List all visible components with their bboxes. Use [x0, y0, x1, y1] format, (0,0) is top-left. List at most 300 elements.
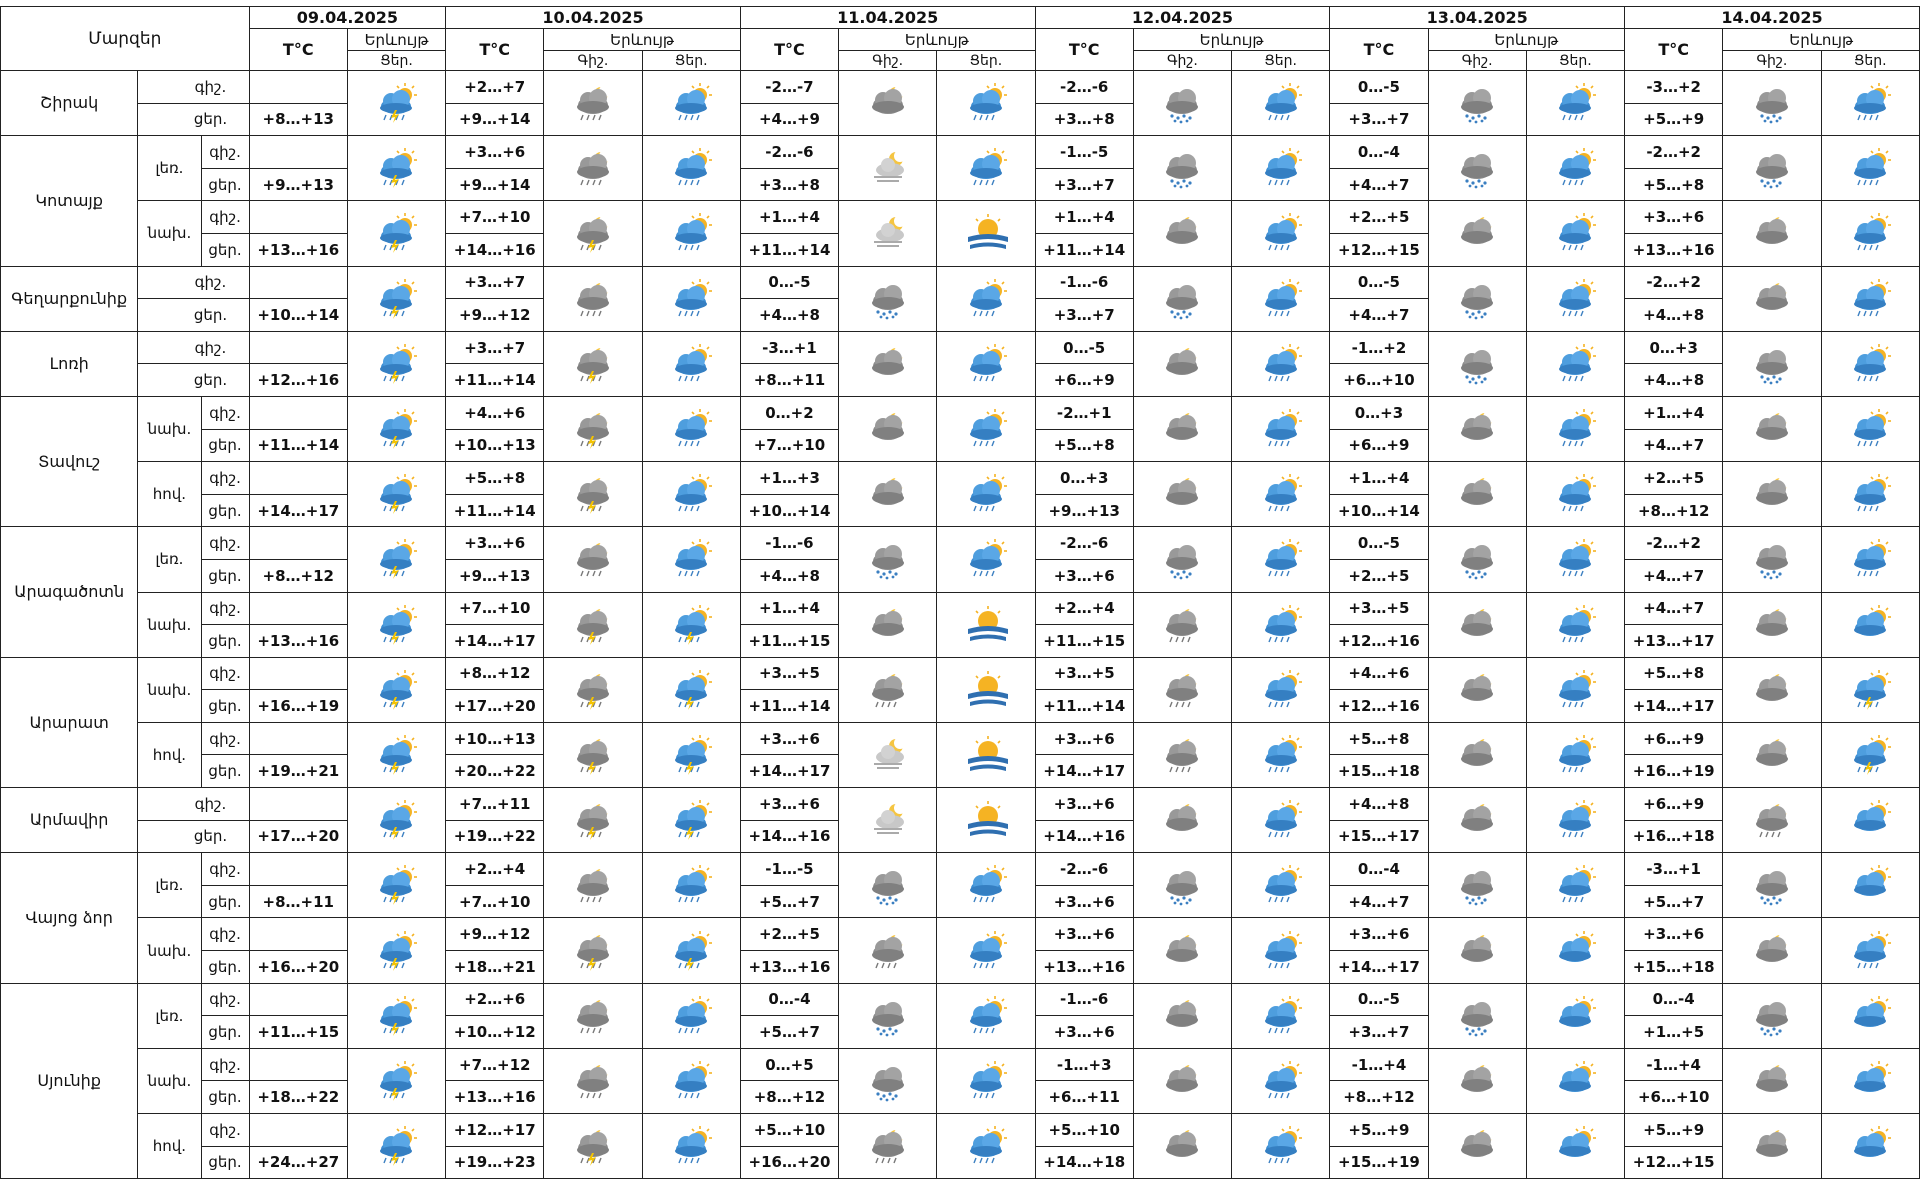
- thunderstorm-sun-icon: [1821, 722, 1919, 787]
- rain-sun-icon: [1232, 1114, 1330, 1179]
- night-subheader: Գիշ.: [1428, 51, 1526, 71]
- night-temperature: 0…-5: [1330, 527, 1428, 560]
- day-temperature: +3…+7: [1035, 168, 1133, 201]
- rain-night-icon: [544, 266, 642, 331]
- night-temperature: -1…+3: [1035, 1048, 1133, 1081]
- rain-night-icon: [839, 657, 937, 722]
- day-subheader: Ցեր.: [347, 51, 445, 71]
- thunderstorm-sun-icon: [347, 201, 445, 266]
- rain-night-icon: [839, 1114, 937, 1179]
- cloud-moon-icon: [839, 71, 937, 136]
- night-temperature: +3…+6: [446, 136, 544, 169]
- date-header: 11.04.2025: [740, 7, 1035, 29]
- night-temperature: 0…+3: [1330, 396, 1428, 429]
- zone-label: հով.: [138, 722, 201, 787]
- sun-cloud-icon: [1526, 918, 1624, 983]
- night-temperature: 0…+2: [740, 396, 838, 429]
- night-temperature: -2…+2: [1625, 527, 1723, 560]
- region-name: Գեղարքունիք: [1, 266, 138, 331]
- night-temperature: +5…+10: [740, 1114, 838, 1147]
- rain-night-icon: [544, 983, 642, 1048]
- rain-sun-icon: [937, 71, 1035, 136]
- day-label: ցեր.: [138, 820, 249, 853]
- day-temperature: +24…+27: [249, 1146, 347, 1179]
- snow-cloud-icon: [1723, 853, 1821, 918]
- night-temperature: +3…+7: [446, 266, 544, 299]
- day-temperature: +14…+17: [249, 494, 347, 527]
- night-temperature: +1…+4: [1625, 396, 1723, 429]
- day-subheader: Ցեր.: [1526, 51, 1624, 71]
- rain-sun-icon: [937, 1114, 1035, 1179]
- table-row: [1, 1048, 1920, 1081]
- day-temperature: +4…+7: [1330, 168, 1428, 201]
- thunderstorm-sun-icon: [347, 722, 445, 787]
- regions-header: Մարզեր: [1, 7, 250, 71]
- rain-sun-icon: [1821, 331, 1919, 396]
- table-row: [1, 527, 1920, 560]
- day-temperature: +14…+16: [1035, 820, 1133, 853]
- snow-cloud-icon: [839, 1048, 937, 1113]
- day-temperature: +11…+14: [1035, 690, 1133, 723]
- day-temperature: +4…+8: [740, 559, 838, 592]
- day-temperature: +11…+15: [249, 1016, 347, 1049]
- night-temperature: -1…+4: [1330, 1048, 1428, 1081]
- rain-sun-icon: [1821, 462, 1919, 527]
- snow-cloud-icon: [839, 266, 937, 331]
- rain-sun-icon: [1526, 136, 1624, 201]
- night-temperature: -1…-6: [1035, 266, 1133, 299]
- day-subheader: Ցեր.: [642, 51, 740, 71]
- day-temperature: +11…+15: [740, 625, 838, 658]
- phenomenon-header: Երևույթ: [1133, 29, 1330, 51]
- thunderstorm-sun-icon: [347, 788, 445, 853]
- snow-cloud-icon: [1133, 527, 1231, 592]
- day-temperature: +8…+12: [1330, 1081, 1428, 1114]
- night-temperature: 0…-4: [1330, 853, 1428, 886]
- thunderstorm-sun-icon: [642, 788, 740, 853]
- night-temperature: [249, 71, 347, 104]
- phenomenon-header: Երևույթ: [347, 29, 445, 51]
- rain-sun-icon: [937, 918, 1035, 983]
- night-temperature: -3…+2: [1625, 71, 1723, 104]
- day-temperature: +2…+5: [1330, 559, 1428, 592]
- rain-sun-icon: [1821, 201, 1919, 266]
- cloud-moon-icon: [1723, 462, 1821, 527]
- night-temperature: [249, 592, 347, 625]
- phenomenon-header: Երևույթ: [544, 29, 741, 51]
- night-temperature: +12…+17: [446, 1114, 544, 1147]
- phenomenon-header: Երևույթ: [839, 29, 1036, 51]
- sun-cloud-icon: [1821, 788, 1919, 853]
- night-temperature: 0…-5: [1035, 331, 1133, 364]
- night-temperature: +2…+7: [446, 71, 544, 104]
- phenomenon-header: Երևույթ: [1723, 29, 1920, 51]
- night-temperature: +3…+5: [1330, 592, 1428, 625]
- rain-sun-icon: [1232, 462, 1330, 527]
- day-temperature: +11…+14: [1035, 233, 1133, 266]
- rain-sun-icon: [642, 71, 740, 136]
- night-temperature: [249, 853, 347, 886]
- zone-label: նախ.: [138, 657, 201, 722]
- night-temperature: +3…+5: [740, 657, 838, 690]
- day-temperature: +20…+22: [446, 755, 544, 788]
- temp-header: T°C: [1625, 29, 1723, 71]
- day-temperature: +5…+8: [1035, 429, 1133, 462]
- zone-label: հով.: [138, 1114, 201, 1179]
- night-label: գիշ.: [201, 592, 249, 625]
- night-temperature: +3…+6: [446, 527, 544, 560]
- rain-sun-icon: [642, 331, 740, 396]
- rain-sun-icon: [937, 396, 1035, 461]
- night-temperature: +10…+13: [446, 722, 544, 755]
- night-temperature: -2…-6: [740, 136, 838, 169]
- day-temperature: +4…+9: [740, 103, 838, 136]
- day-temperature: +9…+13: [249, 168, 347, 201]
- day-temperature: +3…+8: [740, 168, 838, 201]
- rain-night-icon: [1133, 722, 1231, 787]
- rain-sun-icon: [1526, 201, 1624, 266]
- night-temperature: -2…-6: [1035, 527, 1133, 560]
- cloud-moon-icon: [1428, 1114, 1526, 1179]
- snow-cloud-icon: [1428, 266, 1526, 331]
- night-temperature: -3…+1: [740, 331, 838, 364]
- temp-header: T°C: [1035, 29, 1133, 71]
- thunderstorm-night-icon: [544, 462, 642, 527]
- cloud-moon-icon: [1428, 201, 1526, 266]
- thunderstorm-night-icon: [544, 918, 642, 983]
- night-temperature: 0…+3: [1035, 462, 1133, 495]
- day-temperature: +12…+15: [1330, 233, 1428, 266]
- rain-sun-icon: [937, 266, 1035, 331]
- zone-label: հով.: [138, 462, 201, 527]
- day-temperature: +19…+23: [446, 1146, 544, 1179]
- day-temperature: +11…+14: [446, 494, 544, 527]
- snow-cloud-icon: [1133, 853, 1231, 918]
- table-row: [1, 462, 1920, 495]
- rain-sun-icon: [1232, 201, 1330, 266]
- thunderstorm-night-icon: [544, 657, 642, 722]
- day-temperature: +15…+17: [1330, 820, 1428, 853]
- rain-sun-icon: [1526, 657, 1624, 722]
- day-temperature: +6…+9: [1330, 429, 1428, 462]
- day-temperature: +3…+6: [1035, 885, 1133, 918]
- day-temperature: +5…+7: [740, 885, 838, 918]
- snow-cloud-icon: [1133, 266, 1231, 331]
- night-temperature: +5…+8: [446, 462, 544, 495]
- day-temperature: +13…+16: [249, 625, 347, 658]
- thunderstorm-night-icon: [544, 722, 642, 787]
- night-temperature: +5…+10: [1035, 1114, 1133, 1147]
- snow-cloud-icon: [839, 853, 937, 918]
- day-temperature: +12…+16: [1330, 625, 1428, 658]
- zone-label: լեռ.: [138, 853, 201, 918]
- cloud-moon-icon: [1133, 396, 1231, 461]
- rain-sun-icon: [1821, 396, 1919, 461]
- thunderstorm-night-icon: [544, 788, 642, 853]
- day-temperature: +14…+16: [740, 820, 838, 853]
- zone-label: լեռ.: [138, 136, 201, 201]
- day-temperature: +17…+20: [249, 820, 347, 853]
- snow-cloud-icon: [1723, 983, 1821, 1048]
- night-temperature: +3…+6: [1625, 918, 1723, 951]
- snow-cloud-icon: [1723, 71, 1821, 136]
- thunderstorm-sun-icon: [347, 853, 445, 918]
- day-temperature: +14…+17: [1625, 690, 1723, 723]
- night-temperature: -2…+1: [1035, 396, 1133, 429]
- day-temperature: +14…+17: [740, 755, 838, 788]
- day-temperature: +5…+7: [1625, 885, 1723, 918]
- day-temperature: +11…+14: [740, 690, 838, 723]
- sun-haze-icon: [937, 722, 1035, 787]
- day-temperature: +9…+12: [446, 299, 544, 332]
- sun-cloud-icon: [1821, 1048, 1919, 1113]
- cloud-moon-icon: [839, 331, 937, 396]
- rain-sun-icon: [1821, 527, 1919, 592]
- rain-sun-icon: [642, 527, 740, 592]
- night-temperature: [249, 136, 347, 169]
- day-temperature: +4…+7: [1330, 299, 1428, 332]
- day-temperature: +11…+14: [740, 233, 838, 266]
- day-temperature: +4…+7: [1625, 559, 1723, 592]
- cloud-moon-icon: [1428, 592, 1526, 657]
- night-temperature: -2…-6: [1035, 71, 1133, 104]
- snow-cloud-icon: [1133, 136, 1231, 201]
- night-label: գիշ.: [201, 396, 249, 429]
- night-temperature: 0…-4: [740, 983, 838, 1016]
- night-temperature: 0…-5: [1330, 266, 1428, 299]
- region-name: Արագածոտն: [1, 527, 138, 657]
- thunderstorm-sun-icon: [347, 1114, 445, 1179]
- night-temperature: +4…+7: [1625, 592, 1723, 625]
- day-temperature: +3…+6: [1035, 1016, 1133, 1049]
- night-temperature: +3…+5: [1035, 657, 1133, 690]
- temp-header: T°C: [446, 29, 544, 71]
- rain-night-icon: [1133, 592, 1231, 657]
- night-temperature: +7…+11: [446, 788, 544, 821]
- day-label: ցեր.: [201, 1016, 249, 1049]
- day-label: ցեր.: [201, 885, 249, 918]
- thunderstorm-sun-icon: [347, 266, 445, 331]
- day-temperature: +9…+14: [446, 103, 544, 136]
- rain-sun-icon: [937, 1048, 1035, 1113]
- cloud-moon-icon: [1428, 788, 1526, 853]
- night-temperature: -3…+1: [1625, 853, 1723, 886]
- night-temperature: +3…+7: [446, 331, 544, 364]
- cloud-moon-icon: [1133, 1114, 1231, 1179]
- snow-cloud-icon: [1428, 71, 1526, 136]
- night-temperature: [249, 722, 347, 755]
- night-label: գիշ.: [201, 1048, 249, 1081]
- sun-cloud-icon: [1821, 1114, 1919, 1179]
- day-temperature: +5…+8: [1625, 168, 1723, 201]
- night-label: գիշ.: [201, 983, 249, 1016]
- night-temperature: +7…+10: [446, 201, 544, 234]
- day-temperature: +4…+8: [740, 299, 838, 332]
- cloud-moon-icon: [839, 396, 937, 461]
- table-row: [1, 853, 1920, 886]
- rain-sun-icon: [1526, 722, 1624, 787]
- day-temperature: +6…+10: [1330, 364, 1428, 397]
- thunderstorm-sun-icon: [347, 462, 445, 527]
- table-row: [1, 657, 1920, 690]
- snow-cloud-icon: [839, 527, 937, 592]
- day-temperature: +13…+16: [1625, 233, 1723, 266]
- rain-sun-icon: [642, 396, 740, 461]
- temp-header: T°C: [740, 29, 838, 71]
- rain-sun-icon: [1232, 722, 1330, 787]
- day-temperature: +19…+22: [446, 820, 544, 853]
- rain-sun-icon: [1232, 592, 1330, 657]
- table-row: [1, 396, 1920, 429]
- day-label: ցեր.: [201, 1081, 249, 1114]
- rain-sun-icon: [1232, 918, 1330, 983]
- zone-label: նախ.: [138, 396, 201, 461]
- cloud-moon-icon: [1723, 396, 1821, 461]
- date-header: 14.04.2025: [1625, 7, 1920, 29]
- day-temperature: +3…+8: [1035, 103, 1133, 136]
- cloud-moon-icon: [1133, 201, 1231, 266]
- rain-sun-icon: [1232, 657, 1330, 722]
- fog-moon-icon: [839, 722, 937, 787]
- night-label: գիշ.: [138, 71, 249, 104]
- thunderstorm-sun-icon: [642, 918, 740, 983]
- night-temperature: 0…-4: [1330, 136, 1428, 169]
- sun-haze-icon: [937, 592, 1035, 657]
- day-temperature: +9…+14: [446, 168, 544, 201]
- rain-sun-icon: [642, 266, 740, 331]
- night-subheader: Գիշ.: [544, 51, 642, 71]
- rain-night-icon: [1133, 657, 1231, 722]
- rain-sun-icon: [642, 1048, 740, 1113]
- snow-cloud-icon: [1428, 983, 1526, 1048]
- thunderstorm-sun-icon: [347, 527, 445, 592]
- snow-cloud-icon: [1133, 71, 1231, 136]
- date-header: 10.04.2025: [446, 7, 741, 29]
- rain-sun-icon: [937, 331, 1035, 396]
- night-temperature: [249, 1114, 347, 1147]
- night-temperature: +8…+12: [446, 657, 544, 690]
- day-temperature: +5…+9: [1625, 103, 1723, 136]
- cloud-moon-icon: [1723, 592, 1821, 657]
- cloud-moon-icon: [1723, 918, 1821, 983]
- rain-sun-icon: [1526, 331, 1624, 396]
- cloud-moon-icon: [1133, 462, 1231, 527]
- zone-label: լեռ.: [138, 983, 201, 1048]
- day-temperature: +14…+17: [446, 625, 544, 658]
- rain-sun-icon: [1821, 71, 1919, 136]
- day-temperature: +4…+8: [1625, 364, 1723, 397]
- night-temperature: [249, 527, 347, 560]
- sun-cloud-icon: [1526, 1114, 1624, 1179]
- night-temperature: +9…+12: [446, 918, 544, 951]
- night-temperature: +5…+9: [1330, 1114, 1428, 1147]
- thunderstorm-sun-icon: [347, 983, 445, 1048]
- thunderstorm-night-icon: [544, 592, 642, 657]
- day-label: ցեր.: [201, 559, 249, 592]
- fog-moon-icon: [839, 788, 937, 853]
- night-temperature: [249, 983, 347, 1016]
- table-row: [1, 592, 1920, 625]
- cloud-moon-icon: [1133, 918, 1231, 983]
- table-row: [1, 201, 1920, 234]
- table-row: [1, 722, 1920, 755]
- rain-sun-icon: [1232, 71, 1330, 136]
- rain-sun-icon: [1232, 396, 1330, 461]
- thunderstorm-sun-icon: [347, 592, 445, 657]
- night-temperature: [249, 918, 347, 951]
- thunderstorm-sun-icon: [1821, 657, 1919, 722]
- cloud-moon-icon: [1723, 1048, 1821, 1113]
- rain-sun-icon: [1526, 396, 1624, 461]
- night-temperature: +1…+4: [740, 592, 838, 625]
- cloud-moon-icon: [1428, 918, 1526, 983]
- night-temperature: +5…+9: [1625, 1114, 1723, 1147]
- night-label: գիշ.: [201, 853, 249, 886]
- rain-night-icon: [544, 1048, 642, 1113]
- night-temperature: +3…+6: [1035, 722, 1133, 755]
- day-temperature: +5…+7: [740, 1016, 838, 1049]
- day-temperature: +8…+11: [740, 364, 838, 397]
- day-label: ցեր.: [201, 233, 249, 266]
- rain-sun-icon: [937, 983, 1035, 1048]
- rain-sun-icon: [1526, 853, 1624, 918]
- day-temperature: +14…+18: [1035, 1146, 1133, 1179]
- night-temperature: +2…+6: [446, 983, 544, 1016]
- region-name: Շիրակ: [1, 71, 138, 136]
- region-name: Սյունիք: [1, 983, 138, 1179]
- thunderstorm-sun-icon: [642, 592, 740, 657]
- night-temperature: +7…+12: [446, 1048, 544, 1081]
- day-temperature: +8…+13: [249, 103, 347, 136]
- night-temperature: [249, 266, 347, 299]
- rain-sun-icon: [642, 462, 740, 527]
- thunderstorm-sun-icon: [347, 331, 445, 396]
- table-row: [1, 1114, 1920, 1147]
- rain-night-icon: [1723, 788, 1821, 853]
- night-temperature: 0…+5: [740, 1048, 838, 1081]
- temp-header: T°C: [1330, 29, 1428, 71]
- night-temperature: +1…+3: [740, 462, 838, 495]
- sun-haze-icon: [937, 201, 1035, 266]
- day-temperature: +11…+14: [249, 429, 347, 462]
- night-temperature: [249, 462, 347, 495]
- region-name: Լոռի: [1, 331, 138, 396]
- sun-cloud-icon: [1526, 1048, 1624, 1113]
- day-label: ցեր.: [201, 1146, 249, 1179]
- cloud-moon-icon: [1723, 1114, 1821, 1179]
- cloud-moon-icon: [1133, 331, 1231, 396]
- day-temperature: +16…+18: [1625, 820, 1723, 853]
- thunderstorm-sun-icon: [347, 136, 445, 201]
- day-temperature: +15…+19: [1330, 1146, 1428, 1179]
- night-temperature: +4…+6: [1330, 657, 1428, 690]
- rain-sun-icon: [1821, 136, 1919, 201]
- snow-cloud-icon: [1723, 136, 1821, 201]
- day-temperature: +14…+17: [1330, 951, 1428, 984]
- rain-sun-icon: [937, 527, 1035, 592]
- day-temperature: +10…+12: [446, 1016, 544, 1049]
- cloud-moon-icon: [1133, 1048, 1231, 1113]
- snow-cloud-icon: [1428, 136, 1526, 201]
- night-temperature: +3…+6: [1035, 918, 1133, 951]
- day-temperature: +13…+17: [1625, 625, 1723, 658]
- cloud-moon-icon: [1133, 983, 1231, 1048]
- rain-sun-icon: [1526, 592, 1624, 657]
- night-subheader: Գիշ.: [1133, 51, 1231, 71]
- table-row: [1, 71, 1920, 104]
- night-temperature: +6…+9: [1625, 722, 1723, 755]
- day-subheader: Ցեր.: [1232, 51, 1330, 71]
